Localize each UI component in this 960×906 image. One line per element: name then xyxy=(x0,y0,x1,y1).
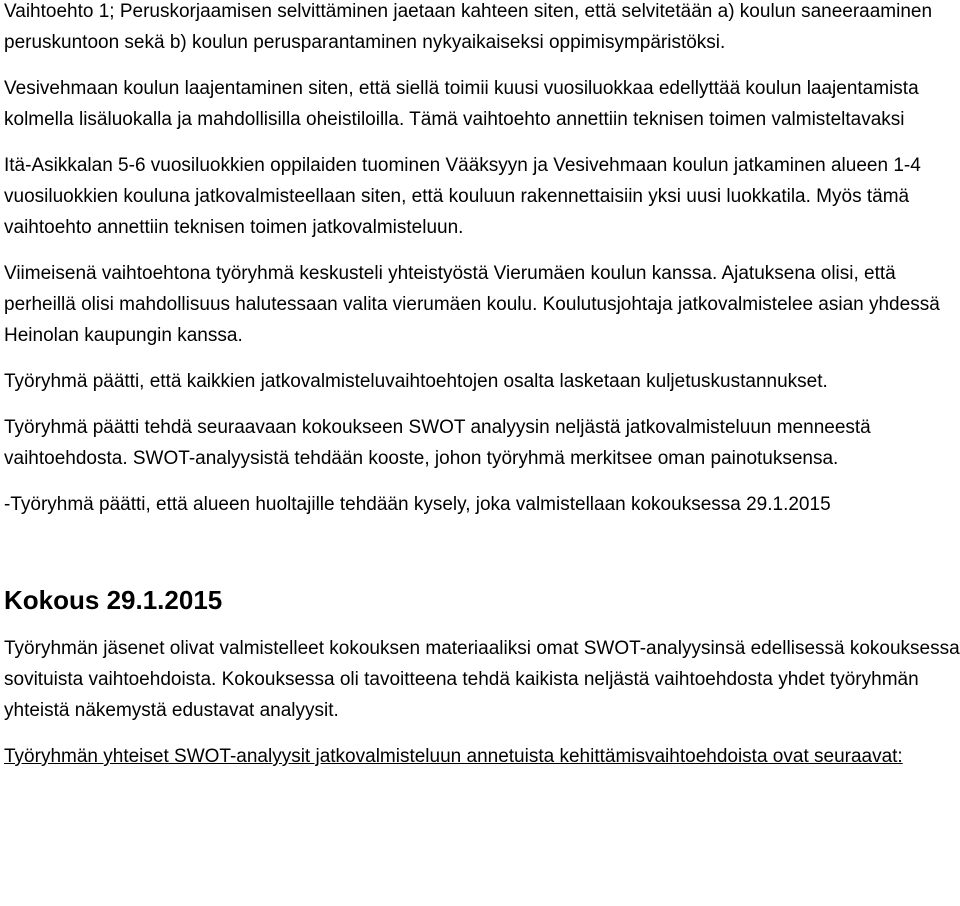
paragraph-vierumaki: Viimeisenä vaihtoehtona työryhmä keskusteli yhteistyöstä Vierumäen koulun kanssa. Ajatuksena olisi, että perheillä olisi mahdollisuus halutessaan valita vierumäen koulu. Koulutusjohtaja jatkovalmistelee asian yhdessä Heinolan kaupungin kanssa. xyxy=(4,263,940,346)
paragraph-gap xyxy=(4,474,960,489)
document-page xyxy=(4,0,960,772)
paragraph-option-1: Vaihtoehto 1; Peruskorjaamisen selvittäminen jaetaan kahteen siten, että selvitetään a) koulun saneeraaminen peruskuntoon sekä b) koulun perusparantaminen nykyaikaiseksi oppimisympäristöksi. xyxy=(4,1,933,53)
paragraph-swot-results-intro: Työryhmän yhteiset SWOT-analyysit jatkovalmisteluun annetuista kehittämisvaihtoehdoista ovat seuraavat: xyxy=(4,746,903,767)
paragraph-gap xyxy=(4,58,960,73)
paragraph-gap xyxy=(4,397,960,412)
paragraph-meeting-materials: Työryhmän jäsenet olivat valmistelleet kokouksen materiaaliksi omat SWOT-analyysinsä edellisessä kokouksessa sovituista vaihtoehdoista. Kokouksessa oli tavoitteena tehdä kaikista neljästä vaihtoehdosta yhdet työryhmän yhteistä näkemystä edustavat analyysit. xyxy=(4,638,960,721)
paragraph-gap xyxy=(4,726,960,741)
section-gap xyxy=(4,520,960,582)
paragraph-gap xyxy=(4,135,960,150)
paragraph-vesivehmaa-expansion: Vesivehmaan koulun laajentaminen siten, että siellä toimii kuusi vuosiluokkaa edellyttää koulun laajentamista kolmella lisäluokalla ja mahdollisilla oheistiloilla. Tämä vaihtoehto annettiin teknisen toimen valmisteltavaksi xyxy=(4,78,919,130)
paragraph-gap xyxy=(4,618,960,633)
paragraph-ita-asikkala: Itä-Asikkalan 5-6 vuosiluokkien oppilaiden tuominen Vääksyyn ja Vesivehmaan koulun jatkaminen alueen 1-4 vuosiluokkien kouluna jatkovalmisteellaan siten, että kouluun rakennettaisiin yksi uusi luokkatila. Myös tämä vaihtoehto annettiin teknisen toimen jatkovalmisteluun. xyxy=(4,155,921,238)
paragraph-survey-decision: -Työryhmä päätti, että alueen huoltajille tehdään kysely, joka valmistellaan kokouksessa 29.1.2015 xyxy=(4,494,831,515)
paragraph-gap xyxy=(4,351,960,366)
paragraph-swot-decision: Työryhmä päätti tehdä seuraavaan kokoukseen SWOT analyysin neljästä jatkovalmisteluun menneestä vaihtoehdosta. SWOT-analyysistä tehdään kooste, johon työryhmä merkitsee oman painotuksensa. xyxy=(4,417,871,469)
paragraph-transport-costs: Työryhmä päätti, että kaikkien jatkovalmisteluvaihtoehtojen osalta lasketaan kuljetuskustannukset. xyxy=(4,371,828,392)
paragraph-gap xyxy=(4,243,960,258)
meeting-heading: Kokous 29.1.2015 xyxy=(4,585,223,615)
